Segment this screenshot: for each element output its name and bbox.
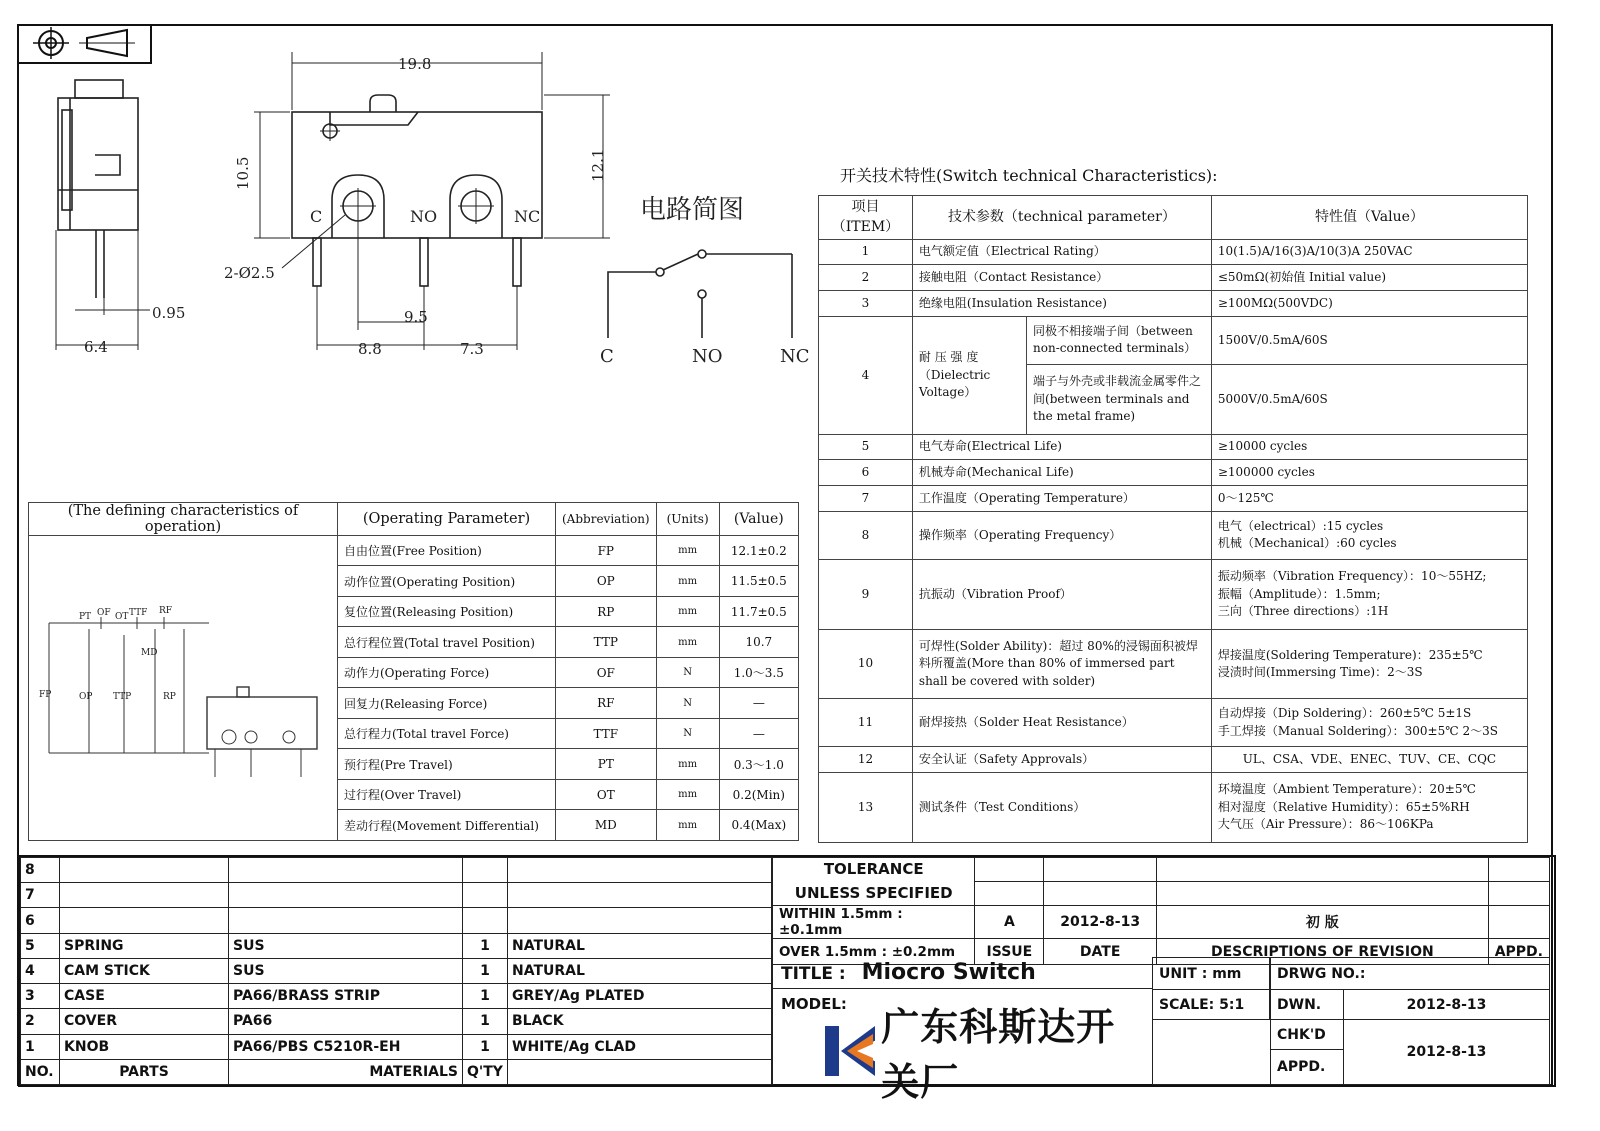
rev-description: 初 版 bbox=[1156, 906, 1488, 939]
bom-finish: GREY/Ag PLATED bbox=[508, 984, 772, 1009]
company-logo-row bbox=[823, 1005, 1153, 1104]
tech-header-item: 项目（ITEM） bbox=[819, 196, 913, 240]
op-param: 过行程(Over Travel) bbox=[338, 779, 556, 809]
op-diagram-label-rf: RF bbox=[159, 605, 173, 616]
op-header-units: (Units) bbox=[656, 503, 719, 536]
tech-item: 9 bbox=[819, 559, 913, 629]
op-value: — bbox=[719, 718, 798, 748]
dim-hole: 2-Ø2.5 bbox=[224, 264, 275, 282]
tech-subparam: 同极不相接端子间（between non-connected terminals） bbox=[1027, 316, 1212, 364]
op-diagram-label-ttp: TTP bbox=[113, 691, 132, 702]
tech-param: 安全认证（Safety Approvals） bbox=[912, 747, 1211, 773]
tech-item: 6 bbox=[819, 460, 913, 486]
tech-param: 工作温度（Operating Temperature） bbox=[912, 486, 1211, 512]
tolerance-heading bbox=[773, 858, 975, 906]
op-unit: mm bbox=[656, 749, 719, 779]
tech-item: 8 bbox=[819, 512, 913, 560]
drawing-number-label: DRWG NO.: bbox=[1271, 958, 1550, 990]
op-value: 0.4(Max) bbox=[719, 810, 798, 841]
rev-empty bbox=[1044, 858, 1157, 882]
bom-footer-materials: MATERIALS bbox=[229, 1059, 463, 1084]
tech-item: 13 bbox=[819, 773, 913, 843]
tech-param: 绝缘电阻(Insulation Resistance) bbox=[912, 291, 1211, 317]
bom-finish: WHITE/Ag CLAD bbox=[508, 1034, 772, 1059]
op-abbr: RF bbox=[556, 688, 657, 718]
tech-value bbox=[1211, 559, 1527, 629]
tech-value bbox=[1211, 773, 1527, 843]
circuit-title: 电路简图 bbox=[640, 195, 745, 225]
dim-pin-left: 8.8 bbox=[358, 340, 382, 358]
dim-height-right: 12.1 bbox=[589, 148, 607, 182]
tech-value: ≥100000 cycles bbox=[1211, 460, 1527, 486]
title-row bbox=[773, 957, 1153, 989]
bom-no: 4 bbox=[21, 958, 60, 983]
tech-value: 10(1.5)A/16(3)A/10(3)A 250VAC bbox=[1211, 239, 1527, 265]
op-abbr: OP bbox=[556, 566, 657, 596]
dim-side-pin: 0.95 bbox=[152, 304, 186, 322]
op-unit: mm bbox=[656, 810, 719, 841]
appd-label: APPD. bbox=[1488, 939, 1549, 965]
op-unit: mm bbox=[656, 566, 719, 596]
op-diagram-label-ttf: TTF bbox=[129, 607, 148, 618]
tolerance-within: WITHIN 1.5mm : ±0.1mm bbox=[773, 906, 975, 939]
op-diagram-label-md: MD bbox=[141, 647, 158, 658]
title-area bbox=[772, 957, 1153, 1104]
op-header-abbreviation: (Abbreviation) bbox=[556, 503, 657, 536]
terminal-no-label: NO bbox=[410, 207, 438, 226]
op-abbr: OT bbox=[556, 779, 657, 809]
bom-finish: NATURAL bbox=[508, 958, 772, 983]
bom-part bbox=[60, 883, 229, 908]
bom-qty: 1 bbox=[463, 984, 508, 1009]
tech-value-line: 三向（Three directions）:1H bbox=[1217, 603, 1389, 618]
tech-value-line: 自动焊接（Dip Soldering）：260±5℃ 5±1S bbox=[1217, 706, 1472, 721]
company-logo-icon bbox=[823, 1024, 875, 1078]
bom-material: PA66 bbox=[229, 1009, 463, 1034]
op-param: 动作位置(Operating Position) bbox=[338, 566, 556, 596]
bom-footer-parts: PARTS bbox=[60, 1059, 229, 1084]
tech-value-line: 机械（Mechanical）:60 cycles bbox=[1217, 536, 1397, 551]
tech-item: 4 bbox=[819, 316, 913, 434]
op-value: 1.0～3.5 bbox=[719, 657, 798, 687]
op-param: 总行程力(Total travel Force) bbox=[338, 718, 556, 748]
tech-value-line: 振幅（Amplitude）：1.5mm; bbox=[1217, 586, 1381, 601]
tech-item: 3 bbox=[819, 291, 913, 317]
circuit-diagram bbox=[608, 250, 792, 338]
bom-finish bbox=[508, 908, 772, 933]
bom-no: 6 bbox=[21, 908, 60, 933]
bom-no: 5 bbox=[21, 933, 60, 958]
unit-cell bbox=[1153, 958, 1270, 990]
unit-scale-block bbox=[1152, 957, 1270, 1085]
bom-qty bbox=[463, 858, 508, 883]
op-diagram-label-ot: OT bbox=[115, 611, 129, 622]
scale-label: SCALE: bbox=[1159, 996, 1215, 1013]
op-value: 0.2(Min) bbox=[719, 779, 798, 809]
dim-side-width: 6.4 bbox=[84, 338, 108, 356]
op-unit: mm bbox=[656, 627, 719, 657]
op-value: 11.5±0.5 bbox=[719, 566, 798, 596]
terminal-nc-label: NC bbox=[514, 207, 541, 226]
model-label: MODEL: bbox=[781, 995, 847, 1013]
tech-param: 操作频率（Operating Frequency） bbox=[912, 512, 1211, 560]
side-view bbox=[56, 80, 150, 350]
tech-param: 耐焊接热（Solder Heat Resistance） bbox=[912, 699, 1211, 747]
tech-value: ≤50mΩ(初始值 Initial value) bbox=[1211, 265, 1527, 291]
scale-cell bbox=[1153, 990, 1270, 1020]
title-block bbox=[18, 855, 1556, 1104]
unit-label: UNIT : bbox=[1159, 965, 1208, 982]
bom-no: 2 bbox=[21, 1009, 60, 1034]
tech-value-line: 浸渍时间(Immersing Time)：2～3S bbox=[1217, 665, 1423, 680]
bom-part: KNOB bbox=[60, 1034, 229, 1059]
bill-of-materials bbox=[20, 857, 772, 1085]
tech-item: 7 bbox=[819, 486, 913, 512]
tech-value-line: 相对湿度（Relative Humidity）：65±5%RH bbox=[1217, 799, 1470, 814]
bom-finish: BLACK bbox=[508, 1009, 772, 1034]
tech-item: 11 bbox=[819, 699, 913, 747]
bom-material: SUS bbox=[229, 958, 463, 983]
tech-value-line: 环境温度（Ambient Temperature）：20±5℃ bbox=[1217, 782, 1476, 797]
op-diagram-label-fp: FP bbox=[39, 689, 52, 700]
bom-material: PA66/PBS C5210R-EH bbox=[229, 1034, 463, 1059]
op-abbr: MD bbox=[556, 810, 657, 841]
op-diagram-label-pt: PT bbox=[79, 611, 92, 622]
bom-qty: 1 bbox=[463, 958, 508, 983]
op-header-parameter: (Operating Parameter) bbox=[338, 503, 556, 536]
bom-part: COVER bbox=[60, 1009, 229, 1034]
bom-material bbox=[229, 858, 463, 883]
rev-empty bbox=[1156, 882, 1488, 906]
tech-item: 5 bbox=[819, 434, 913, 460]
tech-param: 耐 压 强 度（Dielectric Voltage） bbox=[912, 316, 1026, 434]
dim-pin-right: 7.3 bbox=[460, 340, 484, 358]
op-param: 回复力(Releasing Force) bbox=[338, 688, 556, 718]
rev-empty bbox=[1488, 858, 1549, 882]
op-value: 0.3～1.0 bbox=[719, 749, 798, 779]
rev-empty bbox=[975, 882, 1044, 906]
tolerance-over: OVER 1.5mm : ±0.2mm bbox=[773, 939, 975, 965]
op-unit: N bbox=[656, 718, 719, 748]
tech-param: 测试条件（Test Conditions） bbox=[912, 773, 1211, 843]
tech-param: 可焊性(Solder Ability)：超过 80%的浸锡面积被焊料所覆盖(More than 80% of immersed part shall be covered with solder) bbox=[912, 629, 1211, 699]
tech-param: 机械寿命(Mechanical Life) bbox=[912, 460, 1211, 486]
op-value: 11.7±0.5 bbox=[719, 596, 798, 626]
circuit-no-label: NO bbox=[692, 346, 723, 367]
operation-diagram bbox=[29, 537, 323, 837]
terminal-c-label: C bbox=[310, 207, 323, 226]
op-diagram-label-rp: RP bbox=[163, 691, 176, 702]
op-value: 10.7 bbox=[719, 627, 798, 657]
op-abbr: RP bbox=[556, 596, 657, 626]
bom-finish: NATURAL bbox=[508, 933, 772, 958]
bom-material bbox=[229, 883, 463, 908]
tech-value bbox=[1211, 699, 1527, 747]
tolerance-line2: UNLESS SPECIFIED bbox=[794, 883, 953, 902]
op-param: 差动行程(Movement Differential) bbox=[338, 810, 556, 841]
op-value: — bbox=[719, 688, 798, 718]
front-view bbox=[254, 52, 610, 350]
bom-part: CASE bbox=[60, 984, 229, 1009]
circuit-c-label: C bbox=[600, 346, 614, 367]
tech-value: 0～125℃ bbox=[1211, 486, 1527, 512]
tech-header-parameter: 技术参数（technical parameter） bbox=[912, 196, 1211, 240]
dwn-label: DWN. bbox=[1271, 990, 1344, 1020]
bom-footer-qty: Q'TY bbox=[463, 1059, 508, 1084]
tech-param: 抗振动（Vibration Proof） bbox=[912, 559, 1211, 629]
circuit-nc-label: NC bbox=[780, 346, 810, 367]
bom-part bbox=[60, 858, 229, 883]
appd2-label: APPD. bbox=[1271, 1050, 1344, 1085]
bom-material: PA66/BRASS STRIP bbox=[229, 984, 463, 1009]
bom-no: 1 bbox=[21, 1034, 60, 1059]
tech-header-value: 特性值（Value） bbox=[1211, 196, 1527, 240]
op-header-value: (Value) bbox=[719, 503, 798, 536]
company-name: 广东科斯达开关厂 bbox=[881, 1005, 1116, 1104]
chkd-label: CHK'D bbox=[1271, 1020, 1344, 1050]
op-abbr: PT bbox=[556, 749, 657, 779]
tech-value-line: 焊接温度(Soldering Temperature)：235±5℃ bbox=[1217, 647, 1483, 662]
tech-value: 1500V/0.5mA/60S bbox=[1211, 316, 1527, 364]
bom-no: 8 bbox=[21, 858, 60, 883]
tech-value bbox=[1211, 629, 1527, 699]
dim-height-left: 10.5 bbox=[234, 156, 252, 190]
date-label: DATE bbox=[1044, 939, 1157, 965]
bom-qty: 1 bbox=[463, 933, 508, 958]
op-abbr: TTP bbox=[556, 627, 657, 657]
title-value: Miocro Switch bbox=[861, 960, 1036, 985]
tech-param: 电气额定值（Electrical Rating） bbox=[912, 239, 1211, 265]
op-unit: mm bbox=[656, 536, 719, 566]
bom-part: SPRING bbox=[60, 933, 229, 958]
tech-item: 1 bbox=[819, 239, 913, 265]
bom-qty: 1 bbox=[463, 1034, 508, 1059]
op-diagram-label-of: OF bbox=[97, 607, 111, 618]
scale-value: 5:1 bbox=[1219, 996, 1245, 1013]
tech-value bbox=[1211, 512, 1527, 560]
chkd-date: 2012-8-13 bbox=[1344, 1020, 1550, 1085]
op-param: 总行程位置(Total travel Position) bbox=[338, 627, 556, 657]
bom-part: CAM STICK bbox=[60, 958, 229, 983]
tech-subparam: 端子与外壳或非载流金属零件之间(between terminals and the metal frame) bbox=[1027, 364, 1212, 434]
issue-label: ISSUE bbox=[975, 939, 1044, 965]
tech-value-line: 手工焊接（Manual Soldering）：300±5℃ 2～3S bbox=[1217, 723, 1498, 738]
rev-empty bbox=[1488, 882, 1549, 906]
op-abbr: TTF bbox=[556, 718, 657, 748]
dim-width: 19.8 bbox=[398, 55, 432, 73]
tech-value: UL、CSA、VDE、ENEC、TUV、CE、CQC bbox=[1211, 747, 1527, 773]
bom-finish bbox=[508, 858, 772, 883]
bom-no: 7 bbox=[21, 883, 60, 908]
unit-value: mm bbox=[1212, 965, 1242, 982]
op-diagram-label-op: OP bbox=[79, 691, 93, 702]
op-param: 预行程(Pre Travel) bbox=[338, 749, 556, 779]
tech-item: 10 bbox=[819, 629, 913, 699]
description-label: DESCRIPTIONS OF REVISION bbox=[1156, 939, 1488, 965]
dwn-date: 2012-8-13 bbox=[1344, 990, 1550, 1020]
tech-value-line: 大气压（Air Pressure）：86～106KPa bbox=[1217, 817, 1434, 832]
bom-material bbox=[229, 908, 463, 933]
approval-block bbox=[1270, 957, 1550, 1085]
tech-param: 电气寿命(Electrical Life) bbox=[912, 434, 1211, 460]
rev-appd bbox=[1488, 906, 1549, 939]
tech-param: 接触电阻（Contact Resistance） bbox=[912, 265, 1211, 291]
op-header-characteristics: (The defining characteristics of operation) bbox=[29, 503, 338, 536]
rev-empty bbox=[1156, 858, 1488, 882]
operation-diagram-cell bbox=[29, 536, 338, 841]
mechanical-drawing bbox=[0, 0, 820, 420]
operation-parameter-table bbox=[28, 502, 799, 841]
unit-empty bbox=[1153, 1020, 1270, 1085]
op-abbr: OF bbox=[556, 657, 657, 687]
tech-title: 开关技术特性(Switch technical Characteristics): bbox=[840, 166, 1218, 185]
bom-no: 3 bbox=[21, 984, 60, 1009]
op-unit: mm bbox=[656, 596, 719, 626]
bom-qty bbox=[463, 883, 508, 908]
title-label: TITLE : bbox=[781, 964, 846, 984]
bom-footer-empty bbox=[508, 1059, 772, 1084]
rev-date: 2012-8-13 bbox=[1044, 906, 1157, 939]
tech-item: 12 bbox=[819, 747, 913, 773]
tech-value: 5000V/0.5mA/60S bbox=[1211, 364, 1527, 434]
op-param: 自由位置(Free Position) bbox=[338, 536, 556, 566]
op-unit: mm bbox=[656, 779, 719, 809]
tech-value-line: 电气（electrical）:15 cycles bbox=[1217, 519, 1384, 534]
rev-empty bbox=[1044, 882, 1157, 906]
tech-value: ≥10000 cycles bbox=[1211, 434, 1527, 460]
tech-value: ≥100MΩ(500VDC) bbox=[1211, 291, 1527, 317]
tech-characteristics-table bbox=[818, 195, 1528, 843]
tech-item: 2 bbox=[819, 265, 913, 291]
revision-block bbox=[772, 857, 1550, 965]
rev-empty bbox=[975, 858, 1044, 882]
tolerance-line1: TOLERANCE bbox=[823, 860, 924, 879]
bom-part bbox=[60, 908, 229, 933]
bom-footer-no: NO. bbox=[21, 1059, 60, 1084]
op-param: 复位位置(Releasing Position) bbox=[338, 596, 556, 626]
op-abbr: FP bbox=[556, 536, 657, 566]
bom-qty: 1 bbox=[463, 1009, 508, 1034]
rev-issue: A bbox=[975, 906, 1044, 939]
op-param: 动作力(Operating Force) bbox=[338, 657, 556, 687]
bom-finish bbox=[508, 883, 772, 908]
op-unit: N bbox=[656, 688, 719, 718]
bom-material: SUS bbox=[229, 933, 463, 958]
op-value: 12.1±0.2 bbox=[719, 536, 798, 566]
tech-value-line: 振动频率（Vibration Frequency）：10～55HZ; bbox=[1217, 569, 1487, 584]
op-unit: N bbox=[656, 657, 719, 687]
dim-pin-pitch: 9.5 bbox=[404, 308, 428, 326]
bom-qty bbox=[463, 908, 508, 933]
